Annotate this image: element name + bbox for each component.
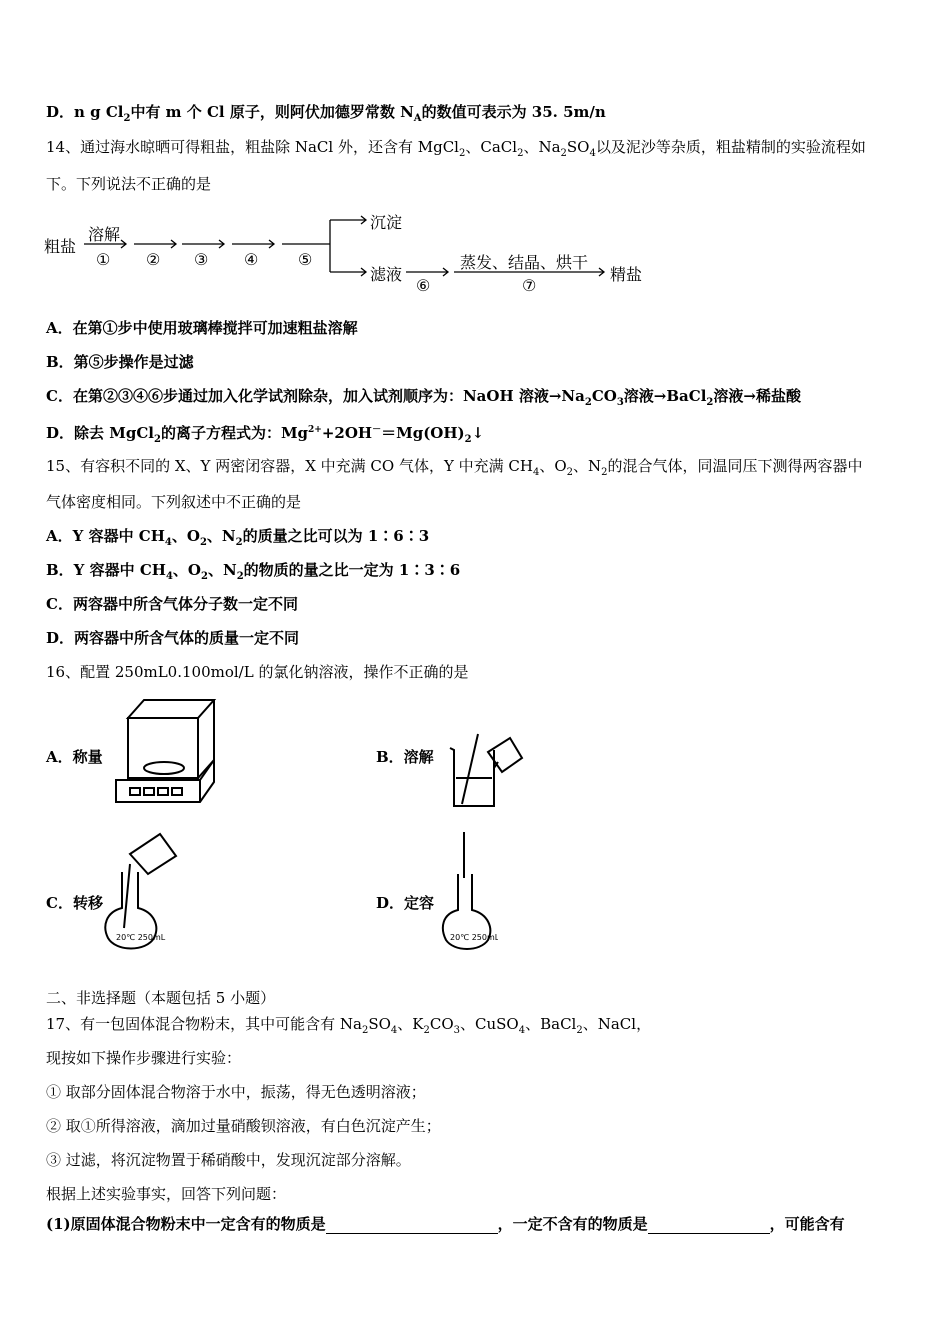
q14-stem-line2: 下。下列说法不正确的是: [46, 175, 212, 193]
flow-step-5: ⑤: [298, 250, 313, 269]
q17-step-3: ③ 过滤，将沉淀物置于稀硝酸中，发现沉淀部分溶解。: [46, 1151, 411, 1169]
flask-label-d: 20℃ 250mL: [450, 933, 498, 942]
answer-blank-1[interactable]: [326, 1217, 498, 1234]
q13-option-d: D．n g $Cl_2$中有 m 个 Cl 原子，则阿伏加德罗常数 $N_A$的数值可表示为 35. 5m/n: [46, 103, 606, 124]
q16-option-c-label: C．转移: [46, 894, 103, 912]
q14-flow-diagram: [44, 210, 664, 300]
flow-start-crude-salt: 粗盐: [44, 237, 77, 256]
answer-blank-2[interactable]: [648, 1217, 770, 1234]
q17-line2: 现按如下操作步骤进行实验：: [46, 1049, 242, 1067]
q15-option-d: D．两容器中所含气体的质量一定不同: [46, 629, 300, 647]
q17-instruction: 根据上述实验事实，回答下列问题：: [46, 1185, 287, 1203]
transfer-flask-figure: [100, 828, 190, 960]
q14-stem-line1: 14、通过海水晾晒可得粗盐，粗盐除 NaCl 外，还含有 MgCl$_2$、CaCl$_2$、$Na_2SO_4$以及泥沙等杂质，粗盐精制的实验流程如: [46, 138, 866, 159]
flow-step-3: ③: [194, 250, 209, 269]
q15-stem-line1: 15、有容积不同的 X、Y 两密闭容器，X 中充满 CO 气体，Y 中充满 $CH_4$、$O_2$、$N_2$的混合气体，同温同压下测得两容器中: [46, 457, 863, 478]
flow-precipitate: 沉淀: [370, 213, 403, 232]
q17-step-1: ① 取部分固体混合物溶于水中，振荡，得无色透明溶液；: [46, 1083, 426, 1101]
flow-step-1: ①: [96, 250, 111, 269]
q17-step-2: ② 取①所得溶液，滴加过量硝酸钡溶液，有白色沉淀产生；: [46, 1117, 441, 1135]
flask-label-c: 20℃ 250mL: [116, 933, 166, 942]
flow-filtrate: 滤液: [370, 265, 403, 284]
flow-step-7: ⑦: [522, 276, 537, 295]
q15-option-c: C．两容器中所含气体分子数一定不同: [46, 595, 298, 613]
flow-step-6: ⑥: [416, 276, 431, 295]
q16-option-d-label: D．定容: [376, 894, 435, 912]
q14-option-a: A．在第①步中使用玻璃棒搅拌可加速粗盐溶解: [46, 319, 358, 337]
q14-option-c: C．在第②③④⑥步通过加入化学试剂除杂，加入试剂顺序为：NaOH 溶液$\to Na_2CO_3$溶液→BaCl$_2$溶液→稀盐酸: [46, 387, 801, 408]
flow-dissolve-label: 溶解: [88, 225, 121, 244]
q15-option-a: A．Y 容器中 $CH_4$、$O_2$、$N_2$的质量之比可以为 1∶6∶3: [46, 527, 430, 548]
section-2-heading: 二、非选择题（本题包括 5 小题）: [46, 989, 276, 1007]
q14-option-d: D．除去 MgCl$_2$的离子方程式为：$Mg^{2+}+2OH^-=Mg(OH)_2↓$: [46, 424, 485, 445]
q17-stem: 17、有一包固体混合物粉末，其中可能含有 $Na_2SO_4$、$K_2CO_3$、CuSO$_4$、BaCl$_2$、NaCl，: [46, 1015, 652, 1036]
q17-sub-question-1: (1)原固体混合物粉末中一定含有的物质是 ，一定不含有的物质是 ，可能含有: [46, 1215, 845, 1233]
fixed-volume-flask-figure: [438, 828, 498, 960]
q15-option-b: B．Y 容器中 $CH_4$、$O_2$、$N_2$的物质的量之比一定为 1∶3∶6: [46, 561, 461, 582]
q16-option-b-label: B．溶解: [376, 748, 434, 766]
q16-option-a-label: A．称量: [46, 748, 103, 766]
flow-step-2: ②: [146, 250, 161, 269]
flow-step-4: ④: [244, 250, 259, 269]
q14-option-b: B．第⑤步操作是过滤: [46, 353, 194, 371]
balance-figure: [108, 696, 220, 812]
dissolve-beaker-figure: [440, 728, 530, 816]
q15-stem-line2: 气体密度相同。下列叙述中不正确的是: [46, 493, 302, 511]
flow-evaporate-label: 蒸发、结晶、烘干: [460, 253, 589, 272]
q16-stem: 16、配置 250mL0.100mol/L 的氯化钠溶液，操作不正确的是: [46, 663, 469, 681]
flow-end-refined-salt: 精盐: [610, 265, 643, 284]
